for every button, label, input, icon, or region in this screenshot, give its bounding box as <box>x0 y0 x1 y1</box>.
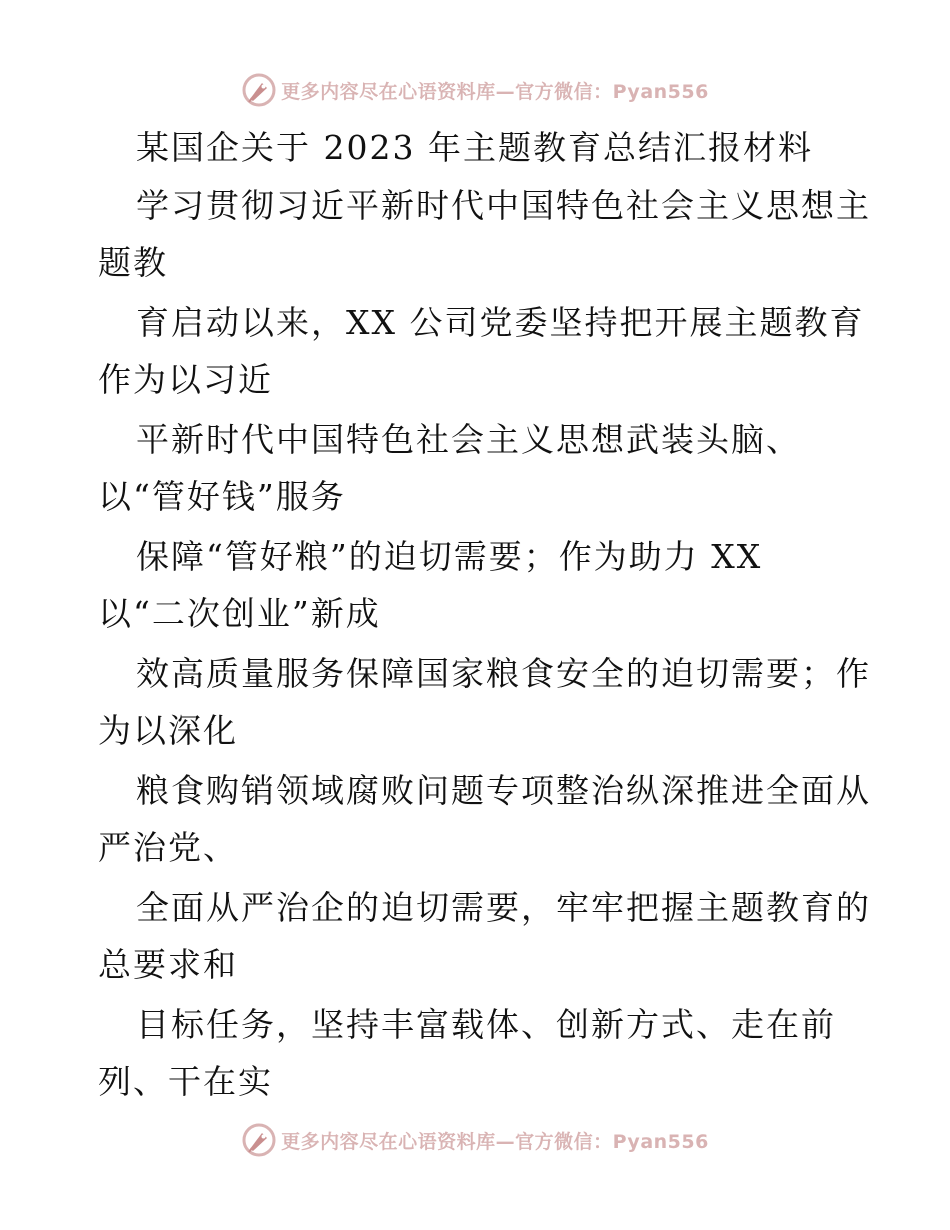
document-title: 某国企关于 2023 年主题教育总结汇报材料 <box>136 128 813 167</box>
paragraph-line: 目标任务，坚持丰富载体、创新方式、走在前 <box>136 1005 836 1044</box>
paragraph-line: 学习贯彻习近平新时代中国特色社会主义思想主 <box>136 186 871 225</box>
paragraph-line: 效高质量服务保障国家粮食安全的迫切需要；作 <box>136 654 871 693</box>
paragraph-line: 总要求和 <box>98 945 238 984</box>
paragraph-line: 严治党、 <box>98 828 238 867</box>
footer-watermark <box>0 1118 950 1162</box>
paragraph-line: 为以深化 <box>98 711 238 750</box>
paragraph-line: 列、干在实 <box>98 1062 273 1101</box>
paragraph-line: 保障“管好粮”的迫切需要；作为助力 XX <box>136 537 763 576</box>
paragraph-line: 粮食购销领域腐败问题专项整治纵深推进全面从 <box>136 771 871 810</box>
paragraph-line: 作为以习近 <box>98 360 273 399</box>
pen-nib-logo-icon <box>241 1122 277 1158</box>
paragraph-line: 以“二次创业”新成 <box>98 594 381 633</box>
paragraph-line: 全面从严治企的迫切需要，牢牢把握主题教育的 <box>136 888 871 927</box>
paragraph-line: 题教 <box>98 243 168 282</box>
paragraph-line: 平新时代中国特色社会主义思想武装头脑、 <box>136 420 801 459</box>
watermark-text: 更多内容尽在心语资料库—官方微信：Pyan556 <box>281 80 709 103</box>
paragraph-line: 以“管好钱”服务 <box>98 477 346 516</box>
paragraph-line: 育启动以来，XX 公司党委坚持把开展主题教育 <box>136 303 865 342</box>
watermark-text: 更多内容尽在心语资料库—官方微信：Pyan556 <box>281 1130 709 1153</box>
